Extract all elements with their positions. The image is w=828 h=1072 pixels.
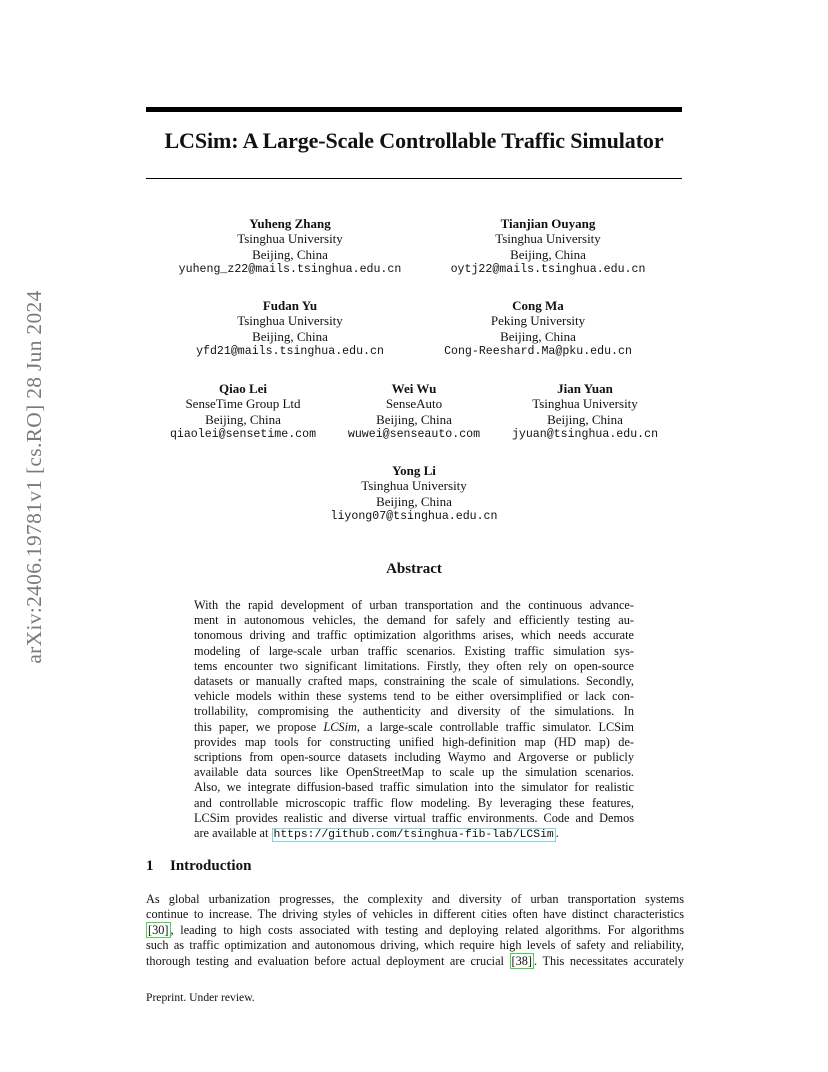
abstract-line: scriptions from open-source datasets including Waymo and Argoverse or publicly	[194, 750, 634, 765]
author-email: oytj22@mails.tsinghua.edu.cn	[450, 263, 646, 277]
author-location: Beijing, China	[510, 246, 586, 262]
intro-line	[146, 954, 684, 969]
author-email: yuheng_z22@mails.tsinghua.edu.cn	[178, 263, 402, 277]
author-affiliation: Tsinghua University	[532, 396, 638, 412]
author-email: qiaolei@sensetime.com	[169, 428, 317, 442]
abstract-emphasis: LCSim	[323, 719, 357, 734]
author-name: Cong Ma	[512, 298, 564, 313]
author-location: Beijing, China	[500, 328, 576, 344]
abstract-line: tems encounter two significant limitations. Firstly, they often rely on open-source	[194, 658, 634, 673]
author-affiliation: SenseTime Group Ltd	[185, 396, 301, 412]
intro-text: . This necessitates accurately	[534, 953, 684, 968]
arxiv-stamp: arXiv:2406.19781v1 [cs.RO] 28 Jun 2024	[22, 290, 46, 664]
citation-link[interactable]: [38]	[511, 953, 533, 968]
author-location: Beijing, China	[252, 328, 328, 344]
author-email: jyuan@tsinghua.edu.cn	[511, 428, 659, 442]
abstract-body	[194, 598, 634, 843]
abstract-line: datasets or manually crafted maps, constraining the scale of simulations. Secondly,	[194, 674, 634, 689]
intro-text: thorough testing and evaluation before actual deployment are crucial	[146, 953, 510, 968]
author-block	[170, 216, 410, 278]
author-name: Yuheng Zhang	[249, 216, 331, 231]
author-location: Beijing, China	[376, 493, 452, 509]
abstract-line: provides map tools for constructing unified high-definition map (HD map) de-	[194, 734, 634, 749]
intro-line	[146, 923, 684, 938]
abstract-line: Also, we integrate diffusion-based traffic simulation into the simulator for realistic	[194, 780, 634, 795]
author-block	[148, 381, 338, 443]
author-name: Fudan Yu	[262, 298, 318, 313]
abstract-line: ment in autonomous vehicles, the demand for safely and efficiently testing au-	[194, 613, 634, 628]
abstract-text: are available at	[194, 826, 272, 841]
abstract-line: available data sources like OpenStreetMap to scale up the simulation scenarios.	[194, 765, 634, 780]
section-heading	[146, 858, 251, 875]
abstract-line: modeling of large-scale urban traffic scenarios. Existing traffic simulation sys-	[194, 643, 634, 658]
abstract-line	[194, 720, 634, 735]
abstract-text: this paper, we propose	[194, 719, 324, 734]
author-location: Beijing, China	[376, 411, 452, 427]
author-email: Cong-Reeshard.Ma@pku.edu.cn	[444, 345, 632, 359]
author-affiliation: Tsinghua University	[361, 478, 467, 494]
intro-line: such as traffic optimization and autonomous driving, which require high levels of safety and reliability,	[146, 938, 684, 953]
intro-body	[146, 892, 684, 969]
author-affiliation: Tsinghua University	[237, 313, 343, 329]
section-number: 1	[146, 858, 154, 874]
abstract-line	[194, 826, 634, 843]
author-name: Jian Yuan	[557, 381, 613, 396]
citation-link[interactable]: [30]	[148, 922, 169, 937]
abstract-line: LCSim provides realistic and diverse virtual traffic environments. Code and Demos	[194, 810, 634, 825]
author-block	[490, 381, 680, 443]
intro-line: continue to increase. The driving styles of vehicles in different cities often have distinct characteristics	[146, 907, 684, 922]
footer-note: Preprint. Under review.	[146, 991, 255, 1004]
author-name: Qiao Lei	[218, 381, 268, 396]
author-location: Beijing, China	[547, 411, 623, 427]
author-name: Yong Li	[392, 463, 436, 478]
abstract-text: , a large-scale controllable traffic simulator. LCSim	[356, 719, 635, 734]
author-affiliation: SenseAuto	[385, 396, 443, 412]
abstract-text: .	[555, 826, 559, 841]
author-affiliation: Tsinghua University	[495, 231, 601, 247]
author-block	[418, 298, 658, 360]
author-block	[428, 216, 668, 278]
abstract-line: vehicle models within these systems tend to be either oversimplified or lack con-	[194, 689, 634, 704]
author-email: liyong07@tsinghua.edu.cn	[330, 510, 498, 524]
abstract-heading: Abstract	[386, 561, 442, 577]
intro-text: , leading to high costs associated with testing and deploying related algorithms. For algorithms	[170, 922, 684, 937]
author-name: Wei Wu	[391, 381, 437, 396]
author-location: Beijing, China	[205, 411, 281, 427]
author-block	[319, 381, 509, 443]
title-bottom-rule	[146, 178, 682, 179]
author-affiliation: Peking University	[490, 313, 586, 329]
section-title: Introduction	[170, 858, 252, 874]
github-link[interactable]: https://github.com/tsinghua-fib-lab/LCSim	[273, 829, 554, 842]
paper-title: LCSim: A Large-Scale Controllable Traffic Simulator	[164, 128, 664, 153]
author-email: wuwei@senseauto.com	[347, 428, 481, 442]
author-block	[170, 298, 410, 360]
abstract-line: and controllable microscopic traffic flow modeling. By leveraging these features,	[194, 795, 634, 810]
author-affiliation: Tsinghua University	[237, 231, 343, 247]
author-location: Beijing, China	[252, 246, 328, 262]
abstract-line: With the rapid development of urban transportation and the continuous advance-	[194, 598, 634, 612]
author-name: Tianjian Ouyang	[500, 216, 596, 231]
abstract-line: trollability, compromising the authenticity and diversity of the simulations. In	[194, 704, 634, 719]
author-block	[294, 463, 534, 525]
abstract-line: tonomous driving and traffic optimization algorithms arises, which needs accurate	[194, 628, 634, 643]
intro-line: As global urbanization progresses, the complexity and diversity of urban transportation systems	[146, 892, 684, 906]
title-top-rule	[146, 107, 682, 112]
author-email: yfd21@mails.tsinghua.edu.cn	[196, 345, 384, 359]
